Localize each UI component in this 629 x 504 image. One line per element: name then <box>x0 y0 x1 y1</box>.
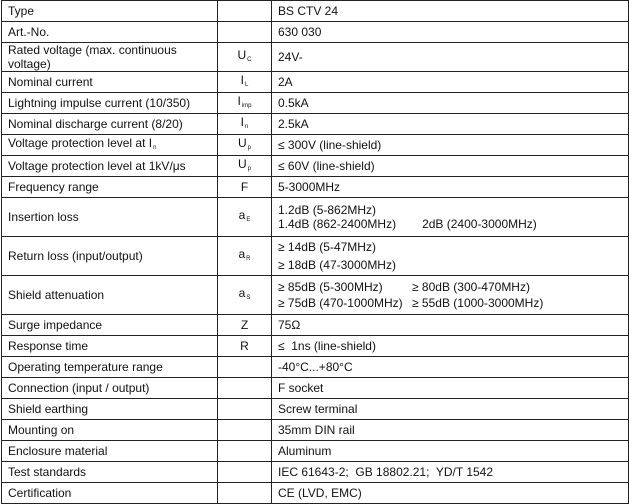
table-row <box>2 114 629 135</box>
value-cell: Screw terminal <box>272 399 629 420</box>
symbol-cell <box>218 441 272 462</box>
symbol-subscript: E <box>246 216 251 223</box>
value-part: ≥ 55dB (1000-3000MHz) <box>412 296 544 310</box>
table-row <box>2 135 629 156</box>
table-row <box>2 420 629 441</box>
param-cell: Certification <box>2 483 218 504</box>
table-row <box>2 43 629 72</box>
symbol-cell <box>218 483 272 504</box>
value-cell <box>272 198 629 237</box>
symbol-cell <box>218 276 272 315</box>
value-cell: 35mm DIN rail <box>272 420 629 441</box>
value-cell: 5-3000MHz <box>272 177 629 198</box>
symbol-cell <box>218 135 272 156</box>
table-row <box>2 462 629 483</box>
symbol-letter: a <box>238 285 246 300</box>
symbol-letter: U <box>237 135 247 150</box>
symbol-cell <box>218 1 272 22</box>
value-cell: ≤ 300V (line-shield) <box>272 135 629 156</box>
param-cell: Shield attenuation <box>2 276 218 315</box>
symbol-cell <box>218 462 272 483</box>
symbol-cell <box>218 93 272 114</box>
table-row <box>2 276 629 315</box>
symbol-subscript: L <box>245 81 249 88</box>
param-cell: Frequency range <box>2 177 218 198</box>
table-row <box>2 378 629 399</box>
param-cell: Nominal current <box>2 72 218 93</box>
symbol-subscript: C <box>247 56 252 63</box>
table-row <box>2 336 629 357</box>
symbol-cell: F <box>218 177 272 198</box>
symbol-subscript: n <box>245 123 249 130</box>
param-subscript: n <box>153 144 157 151</box>
symbol-subscript: S <box>246 294 251 301</box>
value-line: 1.2dB (5-862MHz) <box>278 203 377 217</box>
value-grid <box>278 280 622 310</box>
value-cell: IEC 61643-2; GB 18802.21; YD/T 1542 <box>272 462 629 483</box>
value-cell: F socket <box>272 378 629 399</box>
symbol-cell <box>218 72 272 93</box>
symbol-cell <box>218 22 272 43</box>
param-cell: Lightning impulse current (10/350) <box>2 93 218 114</box>
symbol-letter: a <box>238 246 246 261</box>
symbol-cell: R <box>218 336 272 357</box>
symbol-subscript: p <box>247 144 251 151</box>
value-part: 2dB (2400-3000MHz) <box>422 217 537 231</box>
value-cell: 630 030 <box>272 22 629 43</box>
param-cell: Test standards <box>2 462 218 483</box>
symbol-cell <box>218 198 272 237</box>
param-cell: Return loss (input/output) <box>2 237 218 276</box>
value-cell <box>272 276 629 315</box>
param-cell: Rated voltage (max. continuous voltage) <box>2 43 218 72</box>
symbol-cell <box>218 357 272 378</box>
table-row <box>2 198 629 237</box>
value-line <box>278 217 622 231</box>
symbol-letter: U <box>237 47 247 62</box>
table-row <box>2 399 629 420</box>
symbol-subscript: R <box>246 255 251 262</box>
value-part: 1.4dB (862-2400MHz) <box>278 217 397 231</box>
param-cell: Operating temperature range <box>2 357 218 378</box>
table-row <box>2 1 629 22</box>
value-cell: 75Ω <box>272 315 629 336</box>
symbol-letter: I <box>240 72 244 87</box>
value-line: ≥ 14dB (5-47MHz) <box>278 240 376 254</box>
param-cell: Shield earthing <box>2 399 218 420</box>
value-part: ≥ 80dB (300-470MHz) <box>412 280 530 294</box>
table-row <box>2 93 629 114</box>
param-cell: Mounting on <box>2 420 218 441</box>
symbol-subscript: imp <box>241 102 252 109</box>
value-line: ≥ 18dB (47-3000MHz) <box>278 258 396 272</box>
table-row <box>2 22 629 43</box>
value-cell: ≤ 1ns (line-shield) <box>272 336 629 357</box>
symbol-cell <box>218 114 272 135</box>
param-cell: Enclosure material <box>2 441 218 462</box>
value-cell: 2.5kA <box>272 114 629 135</box>
symbol-letter: I <box>240 114 244 129</box>
table-row <box>2 315 629 336</box>
param-cell: Type <box>2 1 218 22</box>
value-part: ≥ 75dB (470-1000MHz) <box>278 296 403 310</box>
symbol-subscript: p <box>247 165 251 172</box>
symbol-cell <box>218 237 272 276</box>
param-text: Voltage protection level at I <box>8 135 153 150</box>
value-cell: 0.5kA <box>272 93 629 114</box>
value-cell: CE (LVD, EMC) <box>272 483 629 504</box>
param-cell: Response time <box>2 336 218 357</box>
value-cell: ≤ 60V (line-shield) <box>272 156 629 177</box>
value-cell: BS CTV 24 <box>272 1 629 22</box>
value-part: ≥ 85dB (5-300MHz) <box>278 280 383 294</box>
param-cell: Connection (input / output) <box>2 378 218 399</box>
table-row <box>2 72 629 93</box>
symbol-cell: Z <box>218 315 272 336</box>
spec-table <box>1 0 629 504</box>
param-cell: Surge impedance <box>2 315 218 336</box>
table-row <box>2 357 629 378</box>
value-cell: -40°C...+80°C <box>272 357 629 378</box>
param-cell <box>2 135 218 156</box>
symbol-cell <box>218 156 272 177</box>
symbol-cell <box>218 378 272 399</box>
symbol-cell <box>218 420 272 441</box>
symbol-cell <box>218 399 272 420</box>
table-row <box>2 177 629 198</box>
table-row <box>2 156 629 177</box>
param-cell: Voltage protection level at 1kV/μs <box>2 156 218 177</box>
param-cell: Nominal discharge current (8/20) <box>2 114 218 135</box>
symbol-cell <box>218 43 272 72</box>
value-cell: 24V- <box>272 43 629 72</box>
table-row <box>2 441 629 462</box>
param-cell: Art.-No. <box>2 22 218 43</box>
value-cell <box>272 237 629 276</box>
value-cell: Aluminum <box>272 441 629 462</box>
table-row <box>2 237 629 276</box>
symbol-letter: I <box>237 93 241 108</box>
symbol-letter: U <box>237 156 247 171</box>
param-cell: Insertion loss <box>2 198 218 237</box>
table-row <box>2 483 629 504</box>
value-cell: 2A <box>272 72 629 93</box>
symbol-letter: a <box>238 207 246 222</box>
